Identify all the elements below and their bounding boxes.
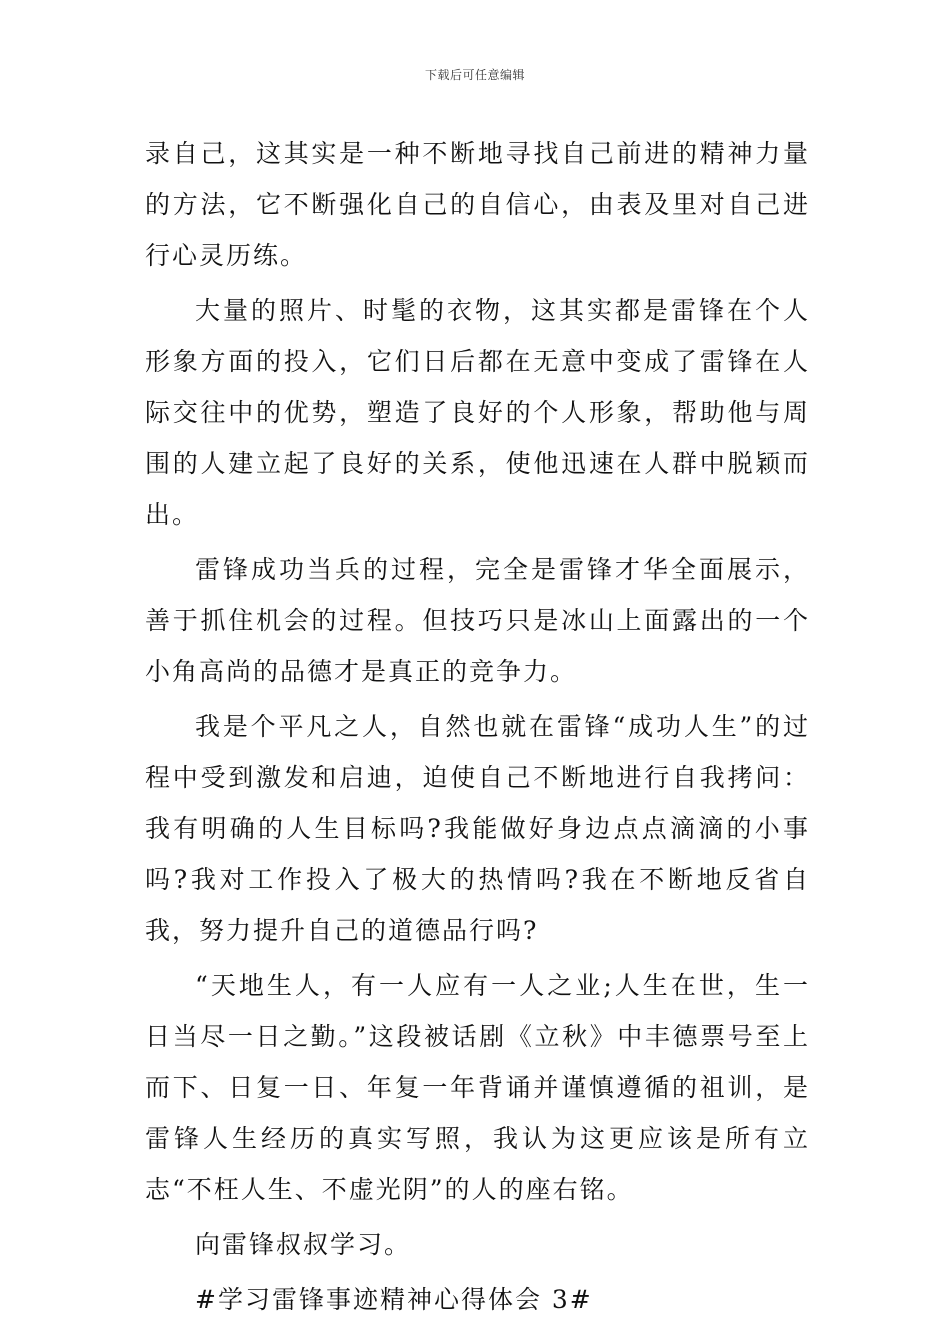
paragraph-closing: 向雷锋叔叔学习。 [195,1230,412,1259]
page-header: 下载后可任意编辑 [424,68,525,82]
paragraph-image-investment: 大量的照片、时髦的衣物，这其实都是雷锋在个人形象方面的投入，它们日后都在无意中变成了雷锋在人际交往中的优势，塑造了良好的个人形象，帮助他与周围的人建立起了良好的关系，使他迅速在人群中脱颖而出。 [145,296,810,529]
paragraph-self-reflection: 我是个平凡之人，自然也就在雷锋“成功人生”的过程中受到激发和启迪，迫使自己不断地进行自我拷问：我有明确的人生目标吗?我能做好身边点点滴滴的小事吗?我对工作投入了极大的热情吗?我在不断地反省自我，努力提升自己的道德品行吗? [145,712,810,945]
section-heading: #学习雷锋事迹精神心得体会 3# [195,1285,593,1314]
paragraph-continued: 录自己，这其实是一种不断地寻找自己前进的精神力量的方法，它不断强化自己的自信心，由表及里对自己进行心灵历练。 [145,139,810,270]
paragraph-enlistment: 雷锋成功当兵的过程，完全是雷锋才华全面展示，善于抓住机会的过程。但技巧只是冰山上面露出的一个小角高尚的品德才是真正的竞争力。 [145,555,810,686]
document-body [145,128,810,1329]
paragraph-motto-quote: “天地生人，有一人应有一人之业;人生在世，生一日当尽一日之勤。”这段被话剧《立秋》中丰德票号至上而下、日复一日、年复一年背诵并谨慎遵循的祖训，是雷锋人生经历的真实写照，我认为这更应该是所有立志“不枉人生、不虚光阴”的人的座右铭。 [145,971,810,1204]
